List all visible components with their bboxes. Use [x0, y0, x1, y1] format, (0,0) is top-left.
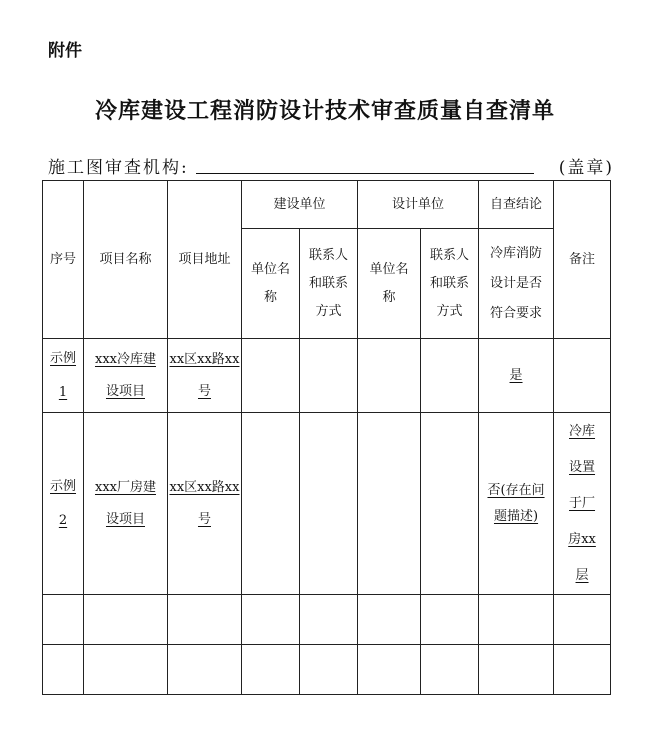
row-conclusion: 是 [479, 339, 554, 413]
header-construction-unit: 建设单位 [242, 181, 358, 229]
row-conclusion: 否(存在问题描述) [479, 413, 554, 595]
table-row [43, 413, 611, 595]
row-design-unit-name [358, 413, 421, 595]
header-design-unit-name: 单位名称 [358, 229, 421, 339]
header-design-unit: 设计单位 [358, 181, 479, 229]
row-design-unit-name [358, 339, 421, 413]
review-organization-line [48, 153, 614, 179]
org-label: 施工图审查机构: [48, 158, 189, 178]
header-self-check: 自查结论 [479, 181, 554, 229]
row-unit-name [242, 413, 300, 595]
header-row-1 [43, 181, 611, 229]
row-unit-name [242, 339, 300, 413]
header-compliance: 冷库消防设计是否符合要求 [479, 229, 554, 339]
row-remark: 冷库设置于厂房xx层 [554, 413, 611, 595]
org-fill-line [196, 173, 534, 174]
page-title: 冷库建设工程消防设计技术审查质量自查清单 [94, 98, 555, 124]
row-contact [300, 339, 358, 413]
header-project-name: 项目名称 [84, 181, 168, 339]
attachment-label: 附件 [48, 41, 82, 61]
row-project-address: xx区xx路xx号 [168, 413, 242, 595]
header-remarks: 备注 [554, 181, 611, 339]
table-row [43, 339, 611, 413]
row-design-contact [421, 339, 479, 413]
row-project-name: xxx厂房建设项目 [84, 413, 168, 595]
row-contact [300, 413, 358, 595]
header-seq: 序号 [43, 181, 84, 339]
row-seq: 示例1 [43, 339, 84, 413]
row-project-name: xxx冷库建设项目 [84, 339, 168, 413]
seal-label: (盖章) [558, 158, 614, 178]
table-row-empty [43, 645, 611, 695]
header-design-contact: 联系人和联系方式 [421, 229, 479, 339]
row-project-address: xx区xx路xx号 [168, 339, 242, 413]
table-row-empty [43, 595, 611, 645]
row-remark [554, 339, 611, 413]
header-project-address: 项目地址 [168, 181, 242, 339]
header-unit-name: 单位名称 [242, 229, 300, 339]
self-check-table [42, 180, 611, 695]
row-design-contact [421, 413, 479, 595]
header-contact: 联系人和联系方式 [300, 229, 358, 339]
row-seq: 示例2 [43, 413, 84, 595]
